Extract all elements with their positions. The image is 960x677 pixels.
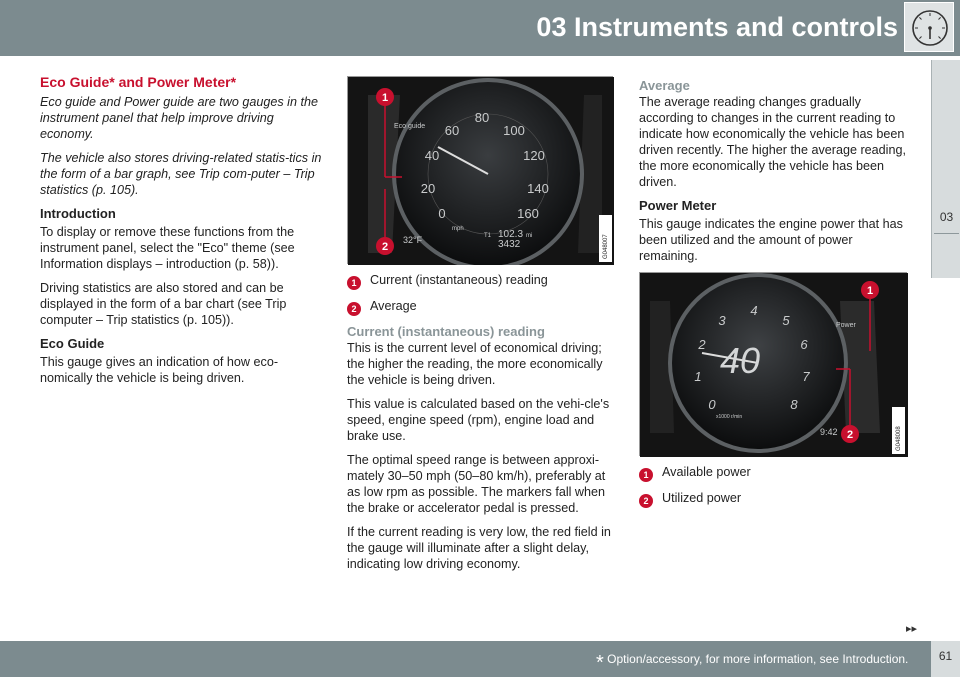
footnote-star: * (596, 652, 604, 674)
current-reading-paragraph-4: If the current reading is very low, the red field in the gauge will illuminate after a slight delay, indicating low driving economy. (347, 525, 611, 571)
chapter-number: 03 (939, 210, 954, 224)
tab-divider (934, 233, 959, 234)
temperature-readout: 32°F (403, 235, 423, 245)
tick-label: 2 (698, 337, 706, 352)
introduction-paragraph-2: Driving statistics are also stored and can be displayed in the form of a bar chart (see Trip computer – Trip statistics (p. 105)). (40, 281, 287, 327)
legend-number: 1 (639, 468, 653, 482)
trip-label: T1 (484, 233, 492, 239)
figure-code: G048008 (896, 426, 902, 451)
tick-label: 20 (420, 181, 436, 196)
introduction-heading: Introduction (40, 206, 116, 221)
legend-text: Available power (662, 465, 751, 479)
average-paragraph: The average reading changes gradually according to changes in the current reading to indicate how economically the vehicle has been driven recently. The higher the average reading, the more economically the vehicle has been driven. (639, 95, 906, 189)
tick-label: 5 (782, 313, 790, 328)
tick-label: 8 (790, 397, 798, 412)
trip-unit: mi (526, 233, 533, 239)
gauge-icon (904, 2, 954, 52)
legend-number: 2 (347, 302, 361, 316)
current-reading-paragraph-3: The optimal speed range is between approxi-mately 30–50 mph (50–80 km/h), preferably at as low rpm as possible. The markers fall when the brake or accelerator pedal is pressed. (347, 453, 606, 515)
tick-label: 60 (444, 123, 460, 138)
callout-number: 2 (846, 429, 854, 441)
next-page-arrows-icon[interactable]: ▸▸ (906, 623, 918, 635)
chapter-title: 03 Instruments and controls (536, 12, 898, 42)
introduction-paragraph-1: To display or remove these functions from the instrument panel, select the "Eco" theme (see Information displays – introduction (p. 58)). (40, 225, 295, 271)
page-header (0, 0, 960, 56)
page-number: 61 (931, 641, 960, 677)
unit-label: mph (452, 226, 464, 232)
tick-label: 120 (523, 148, 545, 163)
tick-label: 0 (438, 206, 446, 221)
eco-guide-figure (347, 76, 613, 264)
intro-paragraph-1: Eco guide and Power guide are two gauges in the instrument panel that help improve driving economy. (40, 95, 318, 141)
callout-number: 1 (866, 285, 874, 297)
legend-text: Average (370, 299, 417, 313)
trip-value: 102.3 (498, 229, 524, 240)
speed-readout: 40 (719, 340, 761, 381)
legend-number: 1 (347, 276, 361, 290)
callout-number: 1 (381, 92, 389, 104)
eco-guide-label: Eco guide (394, 123, 426, 130)
callout-number: 2 (381, 241, 389, 253)
current-reading-paragraph-2: This value is calculated based on the vehi-cle's speed, engine speed (rpm), engine load and brake use. (347, 397, 610, 443)
tick-label: 160 (517, 206, 539, 221)
current-reading-heading: Current (instantaneous) reading (347, 324, 545, 339)
tick-label: 7 (802, 369, 810, 384)
power-meter-figure (639, 272, 907, 456)
average-heading: Average (639, 78, 690, 93)
tick-label: 0 (708, 397, 716, 412)
power-meter-paragraph: This gauge indicates the engine power that has been utilized and the amount of power remaining. (639, 217, 903, 263)
footer-note (596, 652, 908, 675)
tick-label: 140 (527, 181, 549, 196)
tick-label: 80 (474, 110, 490, 125)
legend-item (347, 272, 613, 290)
chapter-side-tab[interactable] (931, 60, 960, 278)
clock-readout: 9:42 (820, 427, 838, 437)
tick-label: 4 (750, 303, 758, 318)
rpm-label: x1000 r/min (716, 414, 743, 420)
eco-guide-heading: Eco Guide (40, 336, 105, 351)
column-middle (347, 74, 613, 580)
section-heading: Eco Guide* and Power Meter* (40, 74, 237, 90)
footer-note-text: Option/accessory, for more information, see Introduction. (607, 652, 909, 666)
intro-paragraph-2: The vehicle also stores driving-related statis-tics in the form of a bar graph, see Trip com-puter – Trip statistics (p. 105). (40, 151, 322, 197)
legend-item (639, 464, 907, 482)
tick-label: 1 (694, 369, 702, 384)
legend-text: Current (instantaneous) reading (370, 273, 548, 287)
legend-item (347, 298, 613, 316)
tick-label: 3 (718, 313, 726, 328)
power-label: Power (836, 322, 856, 329)
current-reading-paragraph-1: This is the current level of economical driving; the higher the reading, the more economically the vehicle is being driven. (347, 341, 603, 387)
column-right (639, 74, 907, 516)
tick-label: 40 (424, 148, 440, 163)
figure-code: G048007 (603, 234, 609, 259)
tick-label: 100 (503, 123, 525, 138)
odometer-readout: 3432 (498, 239, 521, 250)
legend-number: 2 (639, 494, 653, 508)
legend-text: Utilized power (662, 491, 742, 505)
column-left (40, 74, 322, 394)
eco-guide-paragraph: This gauge gives an indication of how eco-nomically the vehicle is being driven. (40, 355, 279, 385)
page-footer (0, 641, 960, 677)
power-meter-heading: Power Meter (639, 198, 717, 213)
tick-label: 6 (800, 337, 808, 352)
legend-item (639, 490, 907, 508)
